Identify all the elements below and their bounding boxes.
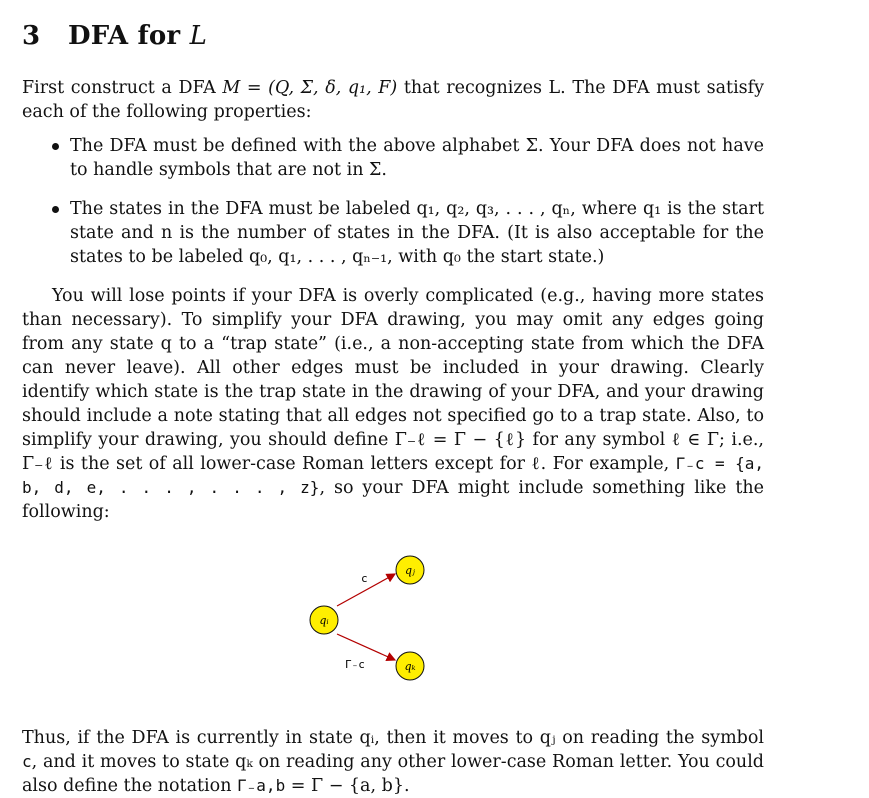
thus-text3: = Γ − {a, b}. xyxy=(285,776,410,796)
trap-part2: , so your DFA might include something like the following: xyxy=(22,478,764,522)
trap-state-paragraph xyxy=(22,284,764,524)
edge-label-c: c xyxy=(361,572,368,585)
edge-qi-qk xyxy=(337,634,395,660)
intro-tuple: M = (Q, Σ, δ, q₁, F) xyxy=(222,78,398,98)
bullet-text-2: The states in the DFA must be labeled q₁, q₂, q₃, . . . , qₙ, where q₁ is the start state and n is the number of states in the DFA. (It is also acceptable for the states to be labeled q₀, q₁, . . . , qₙ₋₁, with q₀ the start state.) xyxy=(70,199,764,267)
section-number: 3 xyxy=(22,21,41,51)
dfa-diagram-svg xyxy=(22,548,764,698)
section-title: DFA for xyxy=(68,21,181,51)
thus-paragraph xyxy=(22,726,764,798)
state-qk-label: qₖ xyxy=(404,660,416,673)
thus-symbol: c xyxy=(22,752,32,771)
list-item xyxy=(22,197,764,269)
edge-label-gamma-c: Γ₋c xyxy=(345,658,365,671)
document-page xyxy=(22,18,764,798)
intro-after: that recognizes L. The DFA must satisfy each of the following properties: xyxy=(22,78,765,122)
bullet-dot xyxy=(52,206,59,213)
property-list xyxy=(22,134,764,269)
thus-notation: Γ₋a,b xyxy=(237,776,286,795)
intro-paragraph xyxy=(22,76,764,124)
trap-example-rhs: = {a, b, d, e, . . . , . . . , z} xyxy=(22,454,764,497)
intro-before: First construct a DFA xyxy=(22,78,223,98)
trap-part1: You will lose points if your DFA is overly complicated (e.g., having more states than necessary). To simplify your DFA drawing, you may omit any edges going from any state q to a “trap state” (i.e., a non-accepting state from which the DFA can never leave). All other edges must be included in your drawing. Clearly identify which state is the trap state in the drawing of your DFA, and your drawing should include a note stating that all edges not specified go to a trap state. Also, to simplify your drawing, you should define Γ₋ℓ = Γ − {ℓ} for any symbol ℓ ∈ Γ; i.e., Γ₋ℓ is the set of all lower-case Roman letters except for ℓ. For example, xyxy=(22,286,764,474)
state-qi-label: qᵢ xyxy=(319,614,329,627)
list-item xyxy=(22,134,764,182)
thus-text2: , and it moves to state qₖ on reading any other lower-case Roman letter. You could also define the notation xyxy=(22,752,764,796)
state-qj-label: qⱼ xyxy=(405,564,415,577)
section-title-var: L xyxy=(189,21,208,51)
bullet-dot xyxy=(52,143,59,150)
bullet-text-1: The DFA must be defined with the above alphabet Σ. Your DFA does not have to handle symbols that are not in Σ. xyxy=(70,136,764,180)
thus-text1: Thus, if the DFA is currently in state qᵢ, then it moves to qⱼ on reading the symbol xyxy=(22,728,764,748)
trap-example-lhs: Γ₋c xyxy=(675,454,705,473)
section-heading xyxy=(22,18,764,54)
dfa-example-diagram xyxy=(22,548,764,698)
